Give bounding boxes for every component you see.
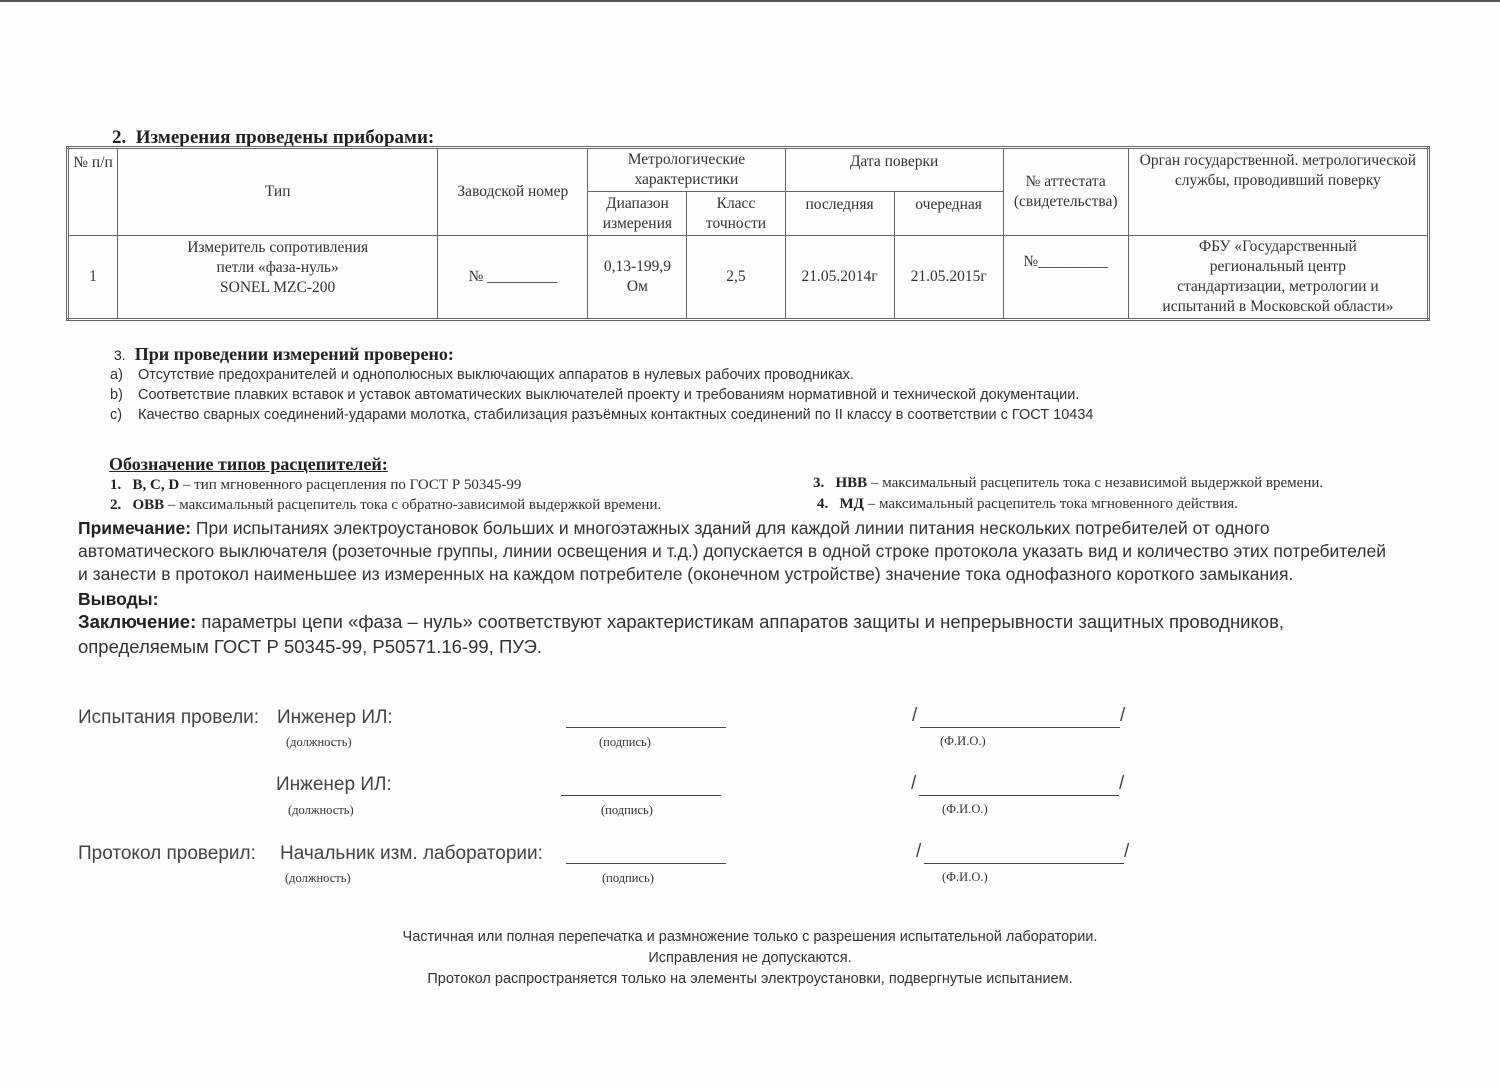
engineer-1-position: Инженер ИЛ: — [277, 707, 393, 728]
fio-slash-close: / — [1120, 705, 1126, 726]
col-header-class: Класс точности — [687, 192, 785, 236]
conclusions-title-text: Выводы: — [78, 589, 159, 609]
caption-position: (должность) — [285, 871, 351, 885]
fio-slash-open: / — [911, 773, 917, 794]
cell-class: 2,5 — [687, 236, 785, 320]
caption-signature: (подпись) — [601, 803, 653, 817]
check-item-c — [110, 407, 1093, 423]
caption-position: (должность) — [288, 803, 354, 817]
section3-title: При проведении измерений проверено: — [134, 344, 454, 364]
legend-code: B, C, D — [132, 477, 180, 493]
col-header-range: Диапазон измерения — [588, 192, 687, 236]
check-item-text: Качество сварных соединений-ударами молотка, стабилизация разъёмных контактных соединений по II классу в соответствии с ГОСТ 10434 — [138, 407, 1094, 423]
legend-item-4 — [817, 496, 1238, 513]
legend-item-3 — [813, 475, 1323, 492]
note-line-3: и занести в протокол наименьшее из измеренных на каждом потребителе (оконечном устройстве) значение тока однофазного короткого замыкания. — [78, 564, 1294, 584]
table-header-row — [68, 148, 1429, 192]
legend-code: ОВВ — [132, 497, 165, 513]
cell-range — [588, 236, 687, 320]
section3-heading — [114, 344, 454, 365]
cell-org-line: испытаний в Московской области» — [1162, 298, 1394, 315]
conclusion-line-1 — [78, 611, 1284, 633]
section2-title: Измерения проведены приборами: — [135, 127, 435, 148]
check-item-text: Соответствие плавких вставок и уставок автоматических выключателей проекту и требованиям нормативной и технической документации. — [138, 387, 1080, 403]
cell-org — [1128, 236, 1428, 320]
fio-slash-close: / — [1124, 841, 1130, 862]
caption-signature: (подпись) — [602, 871, 654, 885]
page-top-border — [0, 0, 1500, 2]
fio-slash-close: / — [1119, 773, 1125, 794]
caption-name: (Ф.И.О.) — [940, 734, 986, 748]
caption-name: (Ф.И.О.) — [942, 802, 988, 816]
check-item-b — [110, 387, 1079, 403]
instruments-table — [66, 146, 1430, 321]
cell-type-line: Измеритель сопротивления — [187, 239, 369, 256]
cell-serial: № _________ — [438, 236, 588, 320]
legend-text: – максимальный расцепитель тока с независимой выдержкой времени. — [867, 475, 1324, 491]
section2-number: 2. — [112, 127, 127, 148]
footer-line-3: Протокол распространяется только на элементы электроустановки, подвергнутые испытанием. — [427, 971, 1073, 987]
legend-text: – максимальный расцепитель тока с обратно-зависимой выдержкой времени. — [164, 497, 662, 513]
cell-type-line: петли «фаза-нуль» — [216, 259, 339, 276]
tested-by-label: Испытания провели: — [78, 707, 260, 728]
cell-org-line: ФБУ «Государственный — [1198, 238, 1357, 255]
conclusion-text: параметры цепи «фаза – нуль» соответствуют характеристикам аппаратов защиты и непрерывности защитных проводников, — [196, 611, 1285, 632]
col-header-last: последняя — [785, 192, 894, 236]
fio-slash-open: / — [916, 841, 922, 862]
cell-org-line: региональный центр — [1209, 258, 1346, 275]
col-header-cert: № аттестата (свидетельства) — [1003, 148, 1128, 236]
col-header-serial: Заводской номер — [438, 148, 588, 236]
conclusion-line-2: определяемым ГОСТ Р 50345-99, Р50571.16-99, ПУЭ. — [78, 636, 543, 657]
cell-last-date: 21.05.2014г — [785, 236, 894, 320]
check-item-text: Отсутствие предохранителей и однополюсных выключающих аппаратов в нулевых рабочих проводниках. — [138, 367, 854, 383]
footer-line-1: Частичная или полная перепечатка и размножение только с разрешения испытательной лаборатории. — [402, 929, 1098, 945]
col-header-org: Орган государственной. метрологической службы, проводивший поверку — [1128, 148, 1428, 236]
cell-range-line: 0,13-199,9 — [603, 258, 671, 275]
col-header-metro: Метрологические характеристики — [588, 148, 785, 192]
cell-range-line: Ом — [626, 278, 648, 295]
legend-num: 3. — [813, 475, 825, 491]
footer-line-2: Исправления не допускаются. — [648, 950, 852, 966]
legend-text: – максимальный расцепитель тока мгновенного действия. — [863, 496, 1238, 512]
conclusion-label: Заключение: — [78, 611, 197, 632]
cell-type — [118, 236, 438, 320]
note-label: Примечание: — [78, 518, 192, 538]
check-item-label: a) — [110, 367, 123, 383]
fio-line-3 — [924, 863, 1124, 864]
col-header-next: очередная — [894, 192, 1003, 236]
check-item-a — [110, 367, 854, 383]
chief-position: Начальник изм. лаборатории: — [280, 843, 543, 864]
legend-code: НВВ — [835, 475, 868, 491]
signature-line-1 — [566, 727, 726, 728]
signature-line-3 — [566, 863, 726, 864]
cell-org-line: стандартизации, метрологии и — [1177, 278, 1379, 295]
note-line-2: автоматического выключателя (розеточные группы, линии освещения и т.д.) допускается в одной строке протокола указать вид и количество этих потребителей — [78, 541, 1386, 561]
legend-title: Обозначение типов расцепителей: — [109, 454, 388, 474]
fio-line-1 — [920, 727, 1120, 728]
caption-signature: (подпись) — [599, 735, 651, 749]
cell-next-date: 21.05.2015г — [894, 236, 1003, 320]
check-item-label: c) — [110, 407, 123, 423]
check-item-label: b) — [110, 387, 123, 403]
legend-num: 4. — [817, 496, 829, 512]
signature-line-2 — [561, 795, 721, 796]
legend-item-2 — [110, 497, 661, 514]
engineer-2-position: Инженер ИЛ: — [276, 774, 392, 795]
table-row — [68, 236, 1429, 320]
legend-text: – тип мгновенного расцепления по ГОСТ Р 50345-99 — [179, 477, 522, 493]
col-header-date: Дата поверки — [785, 148, 1003, 192]
section3-number: 3. — [114, 347, 126, 363]
col-header-type: Тип — [118, 148, 438, 236]
cell-num: 1 — [68, 236, 118, 320]
conclusions-title — [78, 588, 158, 610]
cell-cert: №_________ — [1003, 236, 1128, 320]
checked-by-label: Протокол проверил: — [78, 843, 256, 864]
caption-name: (Ф.И.О.) — [942, 870, 988, 884]
note-line-1 — [78, 517, 1270, 539]
legend-num: 2. — [110, 497, 122, 513]
legend-code: МД — [839, 496, 864, 512]
fio-line-2 — [919, 795, 1119, 796]
fio-slash-open: / — [912, 705, 918, 726]
cell-type-line: SONEL MZC-200 — [220, 279, 336, 296]
caption-position: (должность) — [286, 735, 352, 749]
note-text: При испытаниях электроустановок больших и многоэтажных зданий для каждой линии питания нескольких потребителей от одного — [191, 518, 1270, 538]
col-header-num: № п/п — [68, 148, 118, 236]
legend-item-1 — [110, 477, 521, 494]
legend-num: 1. — [110, 477, 122, 493]
